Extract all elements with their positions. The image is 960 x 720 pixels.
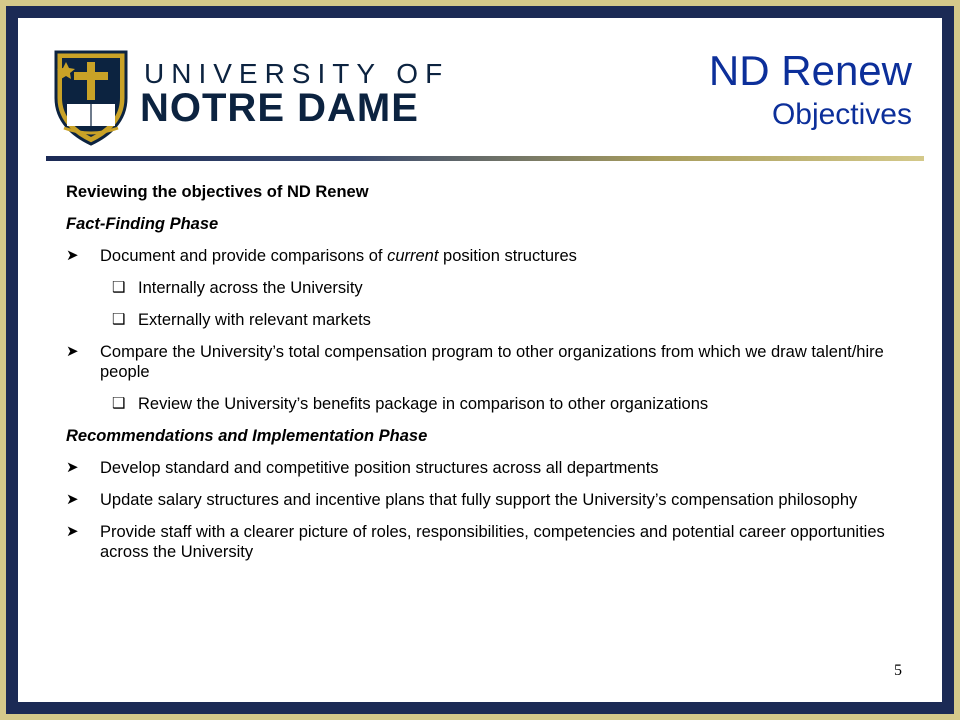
slide-frame — [6, 6, 954, 714]
hollow-square-bullet-icon: ❑ — [112, 311, 126, 328]
sub-bullet-text: Externally with relevant markets — [138, 311, 371, 329]
sub-bullet-text: Internally across the University — [138, 279, 363, 297]
bullet-text-post: position structures — [438, 247, 577, 265]
bullet-text: Update salary structures and incentive plans that fully support the University’s compensation philosophy — [100, 491, 858, 509]
section-heading: Reviewing the objectives of ND Renew — [66, 183, 369, 201]
bullet-item — [66, 342, 906, 382]
shield-crest-icon — [52, 48, 130, 146]
sub-bullet-item — [66, 310, 906, 330]
slide-body — [66, 182, 906, 574]
phase-heading-recommendations: Recommendations and Implementation Phase — [66, 427, 428, 445]
sub-bullet-item — [66, 278, 906, 298]
page-number: 5 — [894, 662, 902, 679]
logo-text-university-of: UNIVERSITY OF — [144, 58, 450, 89]
bullet-text-emphasis: current — [387, 247, 439, 265]
hollow-square-bullet-icon: ❑ — [112, 279, 126, 296]
slide — [18, 18, 942, 702]
bullet-item — [66, 490, 906, 510]
bullet-text-pre: Document and provide comparisons of — [100, 247, 388, 265]
bullet-text: Develop standard and competitive position structures across all departments — [100, 459, 659, 477]
university-logo — [52, 48, 450, 148]
logo-text-notre-dame: NOTRE DAME — [140, 86, 419, 130]
title-main: ND Renew — [708, 47, 912, 94]
bullet-item — [66, 522, 906, 562]
hollow-square-bullet-icon: ❑ — [112, 395, 126, 412]
sub-bullet-text: Review the University’s benefits package in comparison to other organizations — [138, 395, 709, 413]
bullet-item — [66, 246, 906, 266]
title-sub: Objectives — [771, 98, 912, 131]
arrowhead-bullet-icon: ➤ — [66, 247, 79, 264]
phase-heading-fact-finding: Fact-Finding Phase — [66, 215, 219, 233]
header-divider — [46, 156, 924, 161]
bullet-text: Compare the University’s total compensation program to other organizations from which we draw talent/hire people — [100, 343, 884, 381]
arrowhead-bullet-icon: ➤ — [66, 343, 79, 360]
arrowhead-bullet-icon: ➤ — [66, 459, 79, 476]
sub-bullet-item — [66, 394, 906, 414]
bullet-text: Provide staff with a clearer picture of roles, responsibilities, competencies and potential career opportunities across the University — [100, 523, 885, 561]
bullet-item — [66, 458, 906, 478]
arrowhead-bullet-icon: ➤ — [66, 523, 79, 540]
arrowhead-bullet-icon: ➤ — [66, 491, 79, 508]
slide-title — [708, 47, 912, 131]
